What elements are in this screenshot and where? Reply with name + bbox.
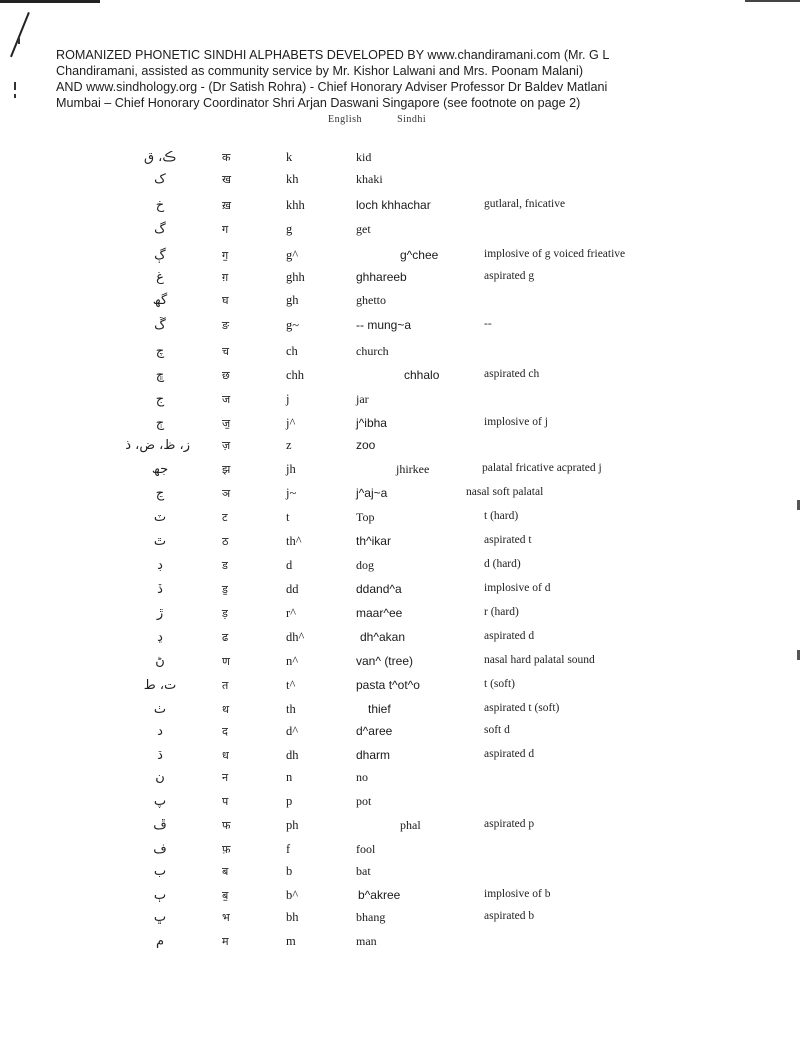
sindhi-letter: ڪ، ق — [143, 150, 177, 165]
roman-letter: bh — [286, 910, 299, 924]
example-word: b^akree — [358, 888, 401, 902]
pronunciation-note: aspirated g — [484, 270, 535, 282]
devanagari-letter: ञ — [222, 487, 231, 500]
roman-letter: dh^ — [286, 630, 305, 644]
devanagari-letter: ट — [222, 511, 228, 524]
alphabet-row — [0, 198, 800, 220]
devanagari-letter: द — [222, 725, 228, 738]
roman-letter: j~ — [286, 486, 297, 500]
sindhi-letter: پ — [153, 794, 167, 809]
alphabet-row — [0, 582, 800, 604]
devanagari-letter: त — [222, 679, 229, 692]
sindhi-letter: ڙ — [156, 606, 164, 621]
devanagari-letter: फ़ — [222, 843, 231, 856]
roman-letter: khh — [286, 198, 305, 212]
pronunciation-note: implosive of d — [484, 582, 551, 594]
alphabet-row — [0, 486, 800, 508]
roman-letter: t^ — [286, 678, 296, 692]
alphabet-row — [0, 248, 800, 270]
roman-letter: r^ — [286, 606, 297, 620]
alphabet-row — [0, 150, 800, 172]
pronunciation-note: palatal fricative acprated j — [482, 462, 602, 474]
pronunciation-note: implosive of b — [484, 888, 551, 900]
devanagari-letter: ख़ — [222, 199, 231, 212]
devanagari-letter: ठ — [222, 535, 229, 548]
roman-letter: d^ — [286, 724, 299, 738]
example-word: jhirkee — [396, 462, 430, 476]
roman-letter: m — [286, 934, 296, 948]
devanagari-letter: ज॒ — [222, 417, 231, 430]
example-word: maar^ee — [356, 606, 403, 620]
sindhi-letter: ڻ — [155, 654, 165, 669]
devanagari-letter: फ — [222, 819, 231, 832]
roman-letter: ph — [286, 818, 299, 832]
example-word: zoo — [356, 438, 376, 452]
example-word: church — [356, 344, 389, 358]
alphabet-row — [0, 864, 800, 886]
roman-letter: f — [286, 842, 291, 856]
pronunciation-note: aspirated t — [484, 534, 532, 546]
sindhi-letter: ج — [155, 392, 165, 407]
alphabet-row — [0, 702, 800, 724]
pen-mark — [10, 12, 30, 57]
example-word: th^ikar — [356, 534, 391, 548]
sindhi-letter: ب — [153, 864, 167, 879]
sindhi-letter: ٿ — [153, 534, 167, 549]
roman-letter: n^ — [286, 654, 299, 668]
example-word: khaki — [356, 172, 383, 186]
devanagari-letter: ग़ — [222, 271, 229, 284]
devanagari-letter: ब — [222, 865, 229, 878]
sindhi-letter: ڀ — [153, 910, 167, 925]
scan-border-mark — [0, 0, 100, 3]
sindhi-letter: ڦ — [153, 818, 167, 833]
sindhi-letter: ٽ — [153, 510, 167, 525]
alphabet-row — [0, 172, 800, 194]
example-word: phal — [400, 818, 421, 832]
example-word: pot — [356, 794, 372, 808]
roman-letter: ch — [286, 344, 298, 358]
roman-letter: t — [286, 510, 290, 524]
pronunciation-note: gutlaral, fnicative — [484, 198, 566, 210]
roman-letter: g — [286, 222, 293, 236]
sindhi-letter: ت، ط — [143, 678, 177, 693]
roman-letter: dh — [286, 748, 299, 762]
sindhi-letter: ک — [154, 172, 166, 187]
alphabet-row — [0, 392, 800, 414]
sindhi-letter: چ — [155, 344, 165, 359]
header-line: Mumbai – Chief Honorary Coordinator Shri Arjan Daswani Singapore (see footnote on page 2) — [56, 96, 581, 110]
example-word: ghhareeb — [356, 270, 407, 284]
devanagari-letter: ग — [222, 223, 229, 236]
sindhi-letter: ڳ — [154, 248, 166, 263]
alphabet-row — [0, 462, 800, 484]
pronunciation-note: aspirated b — [484, 910, 535, 922]
pronunciation-note: aspirated t (soft) — [484, 702, 560, 714]
devanagari-letter: छ — [222, 369, 230, 382]
devanagari-letter: क — [222, 151, 231, 164]
roman-letter: d — [286, 558, 293, 572]
example-word: fool — [356, 842, 376, 856]
devanagari-letter: ण — [222, 655, 230, 668]
alphabet-row — [0, 678, 800, 700]
roman-letter: b^ — [286, 888, 299, 902]
pronunciation-note: aspirated ch — [484, 368, 540, 380]
sindhi-letter: د — [157, 724, 163, 739]
devanagari-letter: न — [222, 771, 229, 784]
devanagari-letter: ड॒ — [222, 583, 228, 596]
example-word: j^aj~a — [356, 486, 388, 500]
roman-letter: chh — [286, 368, 305, 382]
example-word: bat — [356, 864, 371, 878]
devanagari-letter: ज़ — [222, 439, 231, 452]
devanagari-letter: झ — [222, 463, 231, 476]
devanagari-letter: ग॒ — [222, 249, 229, 262]
alphabet-row — [0, 510, 800, 532]
devanagari-letter: थ — [222, 703, 230, 716]
example-word: g^chee — [400, 248, 439, 262]
sindhi-letter: ڱ — [154, 318, 166, 333]
alphabet-row — [0, 794, 800, 816]
pronunciation-note: aspirated p — [484, 818, 535, 830]
example-word: d^aree — [356, 724, 393, 738]
pen-mark — [18, 38, 20, 44]
sindhi-letter: ڊ — [157, 558, 163, 573]
example-word: ddand^a — [356, 582, 402, 596]
roman-letter: jh — [286, 462, 296, 476]
pronunciation-note: r (hard) — [484, 606, 519, 618]
roman-letter: j^ — [286, 416, 296, 430]
alphabet-row — [0, 654, 800, 676]
alphabet-row — [0, 724, 800, 746]
example-word: j^ibha — [356, 416, 387, 430]
column-header-sindhi: Sindhi — [397, 114, 427, 125]
example-word: man — [356, 934, 377, 948]
example-word: thief — [368, 702, 391, 716]
pronunciation-note: soft d — [484, 724, 510, 736]
devanagari-letter: ङ — [222, 319, 230, 332]
example-word: -- mung~a — [356, 318, 412, 332]
roman-letter: j — [286, 392, 290, 406]
roman-letter: k — [286, 150, 293, 164]
roman-letter: th^ — [286, 534, 302, 548]
alphabet-row — [0, 748, 800, 770]
roman-letter: n — [286, 770, 293, 784]
devanagari-letter: घ — [222, 294, 229, 307]
scan-border-mark — [745, 0, 800, 2]
alphabet-row — [0, 818, 800, 840]
pronunciation-note: -- — [484, 318, 492, 330]
example-word: van^ (tree) — [356, 654, 413, 668]
roman-letter: g^ — [286, 248, 299, 262]
devanagari-letter: ज — [222, 393, 231, 406]
pronunciation-note: t (hard) — [484, 510, 519, 522]
devanagari-letter: ब॒ — [222, 889, 229, 902]
devanagari-letter: भ — [222, 911, 230, 924]
header-line: ROMANIZED PHONETIC SINDHI ALPHABETS DEVELOPED BY www.chandiramani.com (Mr. G L — [56, 48, 610, 62]
sindhi-letter: ٻ — [153, 888, 167, 903]
example-word: dharm — [356, 748, 391, 762]
roman-letter: gh — [286, 293, 299, 307]
pronunciation-note: nasal hard palatal sound — [484, 654, 595, 666]
example-word: bhang — [356, 910, 386, 924]
example-word: no — [356, 770, 368, 784]
sindhi-letter: ڃ — [155, 486, 165, 501]
example-word: Top — [356, 510, 375, 524]
header-line: AND www.sindhology.org - (Dr Satish Rohra) - Chief Honorary Adviser Professor Dr Baldev Matlani — [56, 80, 608, 94]
example-word: dog — [356, 558, 374, 572]
example-word: loch khhachar — [356, 198, 431, 212]
sindhi-letter: ڍ — [157, 630, 163, 645]
sindhi-letter: جھ — [151, 462, 169, 477]
alphabet-row — [0, 222, 800, 244]
alphabet-row — [0, 368, 800, 390]
roman-letter: z — [286, 438, 292, 452]
devanagari-letter: ड — [222, 559, 228, 572]
example-word: get — [356, 222, 371, 236]
devanagari-letter: प — [222, 795, 229, 808]
sindhi-letter: گ — [154, 222, 166, 237]
alphabet-row — [0, 770, 800, 792]
example-word: pasta t^ot^o — [356, 678, 420, 692]
sindhi-letter: ن — [155, 770, 165, 785]
sindhi-letter: ٺ — [153, 702, 167, 717]
roman-letter: g~ — [286, 318, 300, 332]
pronunciation-note: aspirated d — [484, 748, 535, 760]
roman-letter: th — [286, 702, 296, 716]
hole-punch-mark — [14, 94, 16, 98]
column-header-english: English — [328, 114, 363, 125]
sindhi-letter: ز، ظ، ض، ذ — [125, 438, 190, 453]
example-word: kid — [356, 150, 372, 164]
sindhi-letter: خ — [155, 198, 165, 213]
example-word: ghetto — [356, 293, 386, 307]
alphabet-row — [0, 630, 800, 652]
header-line: Chandiramani, assisted as community service by Mr. Kishor Lalwani and Mrs. Poonam Malani) — [56, 64, 584, 78]
column-headers — [328, 114, 458, 125]
roman-letter: dd — [286, 582, 299, 596]
pronunciation-note: d (hard) — [484, 558, 521, 570]
alphabet-row — [0, 344, 800, 366]
sindhi-letter: ڄ — [155, 416, 165, 431]
roman-letter: kh — [286, 172, 299, 186]
alphabet-row — [0, 270, 800, 292]
alphabet-row — [0, 318, 800, 340]
alphabet-row — [0, 534, 800, 556]
sindhi-letter: ڏ — [157, 582, 163, 597]
alphabet-row — [0, 888, 800, 910]
pronunciation-note: aspirated d — [484, 630, 535, 642]
roman-letter: ghh — [286, 270, 305, 284]
sindhi-letter: ف — [153, 842, 167, 857]
devanagari-letter: च — [222, 345, 229, 358]
alphabet-row — [0, 558, 800, 580]
devanagari-letter: ख — [222, 173, 231, 186]
alphabet-row — [0, 438, 800, 460]
sindhi-letter: م — [155, 934, 165, 949]
devanagari-letter: ढ — [222, 631, 229, 644]
example-word: dh^akan — [360, 630, 405, 644]
devanagari-letter: ध — [222, 749, 229, 762]
sindhi-letter: غ — [156, 270, 164, 285]
roman-letter: b — [286, 864, 293, 878]
sindhi-letter: گھ — [152, 293, 168, 308]
alphabet-row — [0, 934, 800, 956]
alphabet-row — [0, 416, 800, 438]
hole-punch-mark — [14, 82, 16, 90]
alphabet-row — [0, 842, 800, 864]
pronunciation-note: t (soft) — [484, 678, 515, 690]
example-word: jar — [356, 392, 369, 406]
alphabet-row — [0, 293, 800, 315]
alphabet-row — [0, 606, 800, 628]
example-word: chhalo — [404, 368, 440, 382]
roman-letter: p — [286, 794, 293, 808]
pronunciation-note: nasal soft palatal — [466, 486, 544, 498]
pronunciation-note: implosive of g voiced frieative — [484, 248, 626, 260]
document-header — [56, 47, 796, 111]
pronunciation-note: implosive of j — [484, 416, 548, 428]
sindhi-letter: ڌ — [157, 748, 163, 763]
alphabet-row — [0, 910, 800, 932]
devanagari-letter: ड़ — [222, 607, 228, 620]
sindhi-letter: ڇ — [155, 368, 165, 383]
devanagari-letter: म — [222, 935, 229, 948]
